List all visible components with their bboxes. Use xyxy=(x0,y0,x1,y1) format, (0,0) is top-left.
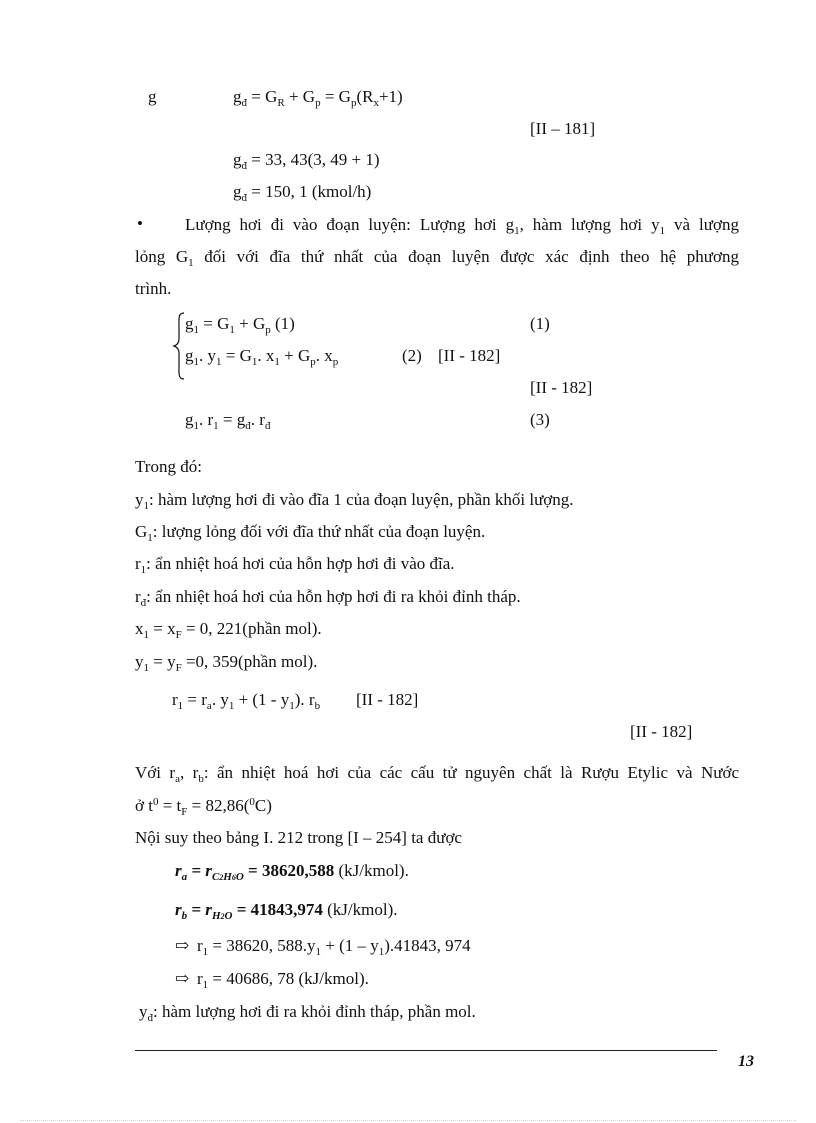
reference-182-below: [II - 182] xyxy=(530,378,593,397)
definition-rd: $r_đ$: ẩn nhiệt hoá hơi của hỗn hợp hơi đi ra khỏi đỉnh tháp. xyxy=(135,587,521,609)
system-equation-3: $g_1$. $r_1 = g_đ$. $r_đ$ xyxy=(185,410,271,432)
ra-rb-line-1: Với $r_a$, $r_b$: ẩn nhiệt hoá hơi của các cấu tử nguyên chất là Rượu Etylic và Nước xyxy=(135,763,739,785)
gd-sum-equation: $g_đ = G_R + G_p = G_p(R_x+1)$ xyxy=(233,87,403,109)
footer-rule xyxy=(135,1050,717,1051)
r1-calculation: ⇨ $r_1 = 38620$, $588.y_1 + (1 - y_1).41843$, 974 xyxy=(175,936,471,958)
implies-arrow-icon: ⇨ xyxy=(175,969,190,988)
interpolation-line: Nội suy theo bảng I. 212 trong [I – 254] ta được xyxy=(135,828,462,847)
definition-y1-value: $y_1 = y_F =0$, 359(phần mol). xyxy=(135,652,318,674)
definition-yd: $y_đ$: hàm lượng hơi đi ra khỏi đỉnh tháp, phần mol. xyxy=(139,1002,476,1024)
page-bottom-dotted-border xyxy=(20,1120,796,1121)
reference-182-r1-inline: [II - 182] xyxy=(356,690,419,709)
stray-label: g xyxy=(148,87,157,106)
left-brace xyxy=(172,311,186,381)
gd-values-equation: $g_đ = 33$, 43(3, 49 + 1) xyxy=(233,150,380,172)
system-equation-2: $g_1$. $y_1 = G_1$. $x_1 + G_p$. $x_p$ xyxy=(185,346,339,368)
equation-number-1: (1) xyxy=(530,314,550,333)
page-number: 13 xyxy=(738,1053,754,1070)
definitions-intro: Trong đó: xyxy=(135,457,202,476)
definition-y1: $y_1$: hàm lượng hơi đi vào đĩa 1 của đoạn luyện, phần khối lượng. xyxy=(135,490,574,512)
r1-result: ⇨ $r_1 = 40686$, 78 (kJ/kmol). xyxy=(175,969,369,991)
paragraph-line-2: lỏng $G_1$ đối với đĩa thứ nhất của đoạn luyện được xác định theo hệ phương xyxy=(135,247,739,269)
reference-182-inline: [II - 182] xyxy=(438,346,501,365)
definition-G1: $G_1$: lượng lỏng đối với đĩa thứ nhất của đoạn luyện. xyxy=(135,522,486,544)
paragraph-line-1: Lượng hơi đi vào đoạn luyện: Lượng hơi $g_1$, hàm lượng hơi $y_1$ và lượng xyxy=(185,215,739,237)
implies-arrow-icon: ⇨ xyxy=(175,936,190,955)
bullet-point: • xyxy=(137,214,143,233)
gd-result-equation: $g_đ = 150$, 1 (kmol/h) xyxy=(233,182,372,204)
r1-formula: $r_1 = r_a$. $y_1 + (1 - y_1)$. $r_b$ xyxy=(172,690,321,712)
rb-value-equation: $r_b = r_{H2O} = 41843,974$ (kJ/kmol). xyxy=(175,900,398,922)
equation-number-2: (2) xyxy=(402,346,422,365)
system-equation-1: $g_1 = G_1 + G_p$ (1) xyxy=(185,314,295,336)
reference-181: [II – 181] xyxy=(530,119,596,138)
ra-rb-line-2: ở $t^0 = t_F = 82,86(^0C)$ xyxy=(135,796,272,818)
reference-182-r1-below: [II - 182] xyxy=(630,722,693,741)
equation-number-3: (3) xyxy=(530,410,550,429)
definition-x1: $x_1 = x_F = 0$, 221(phần mol). xyxy=(135,619,322,641)
ra-value-equation: $r_a = r_{C2H6O} = 38620,588$ (kJ/kmol). xyxy=(175,861,409,883)
paragraph-line-3: trình. xyxy=(135,279,172,298)
definition-r1: $r_1$: ẩn nhiệt hoá hơi của hỗn hợp hơi đi vào đĩa. xyxy=(135,554,455,576)
